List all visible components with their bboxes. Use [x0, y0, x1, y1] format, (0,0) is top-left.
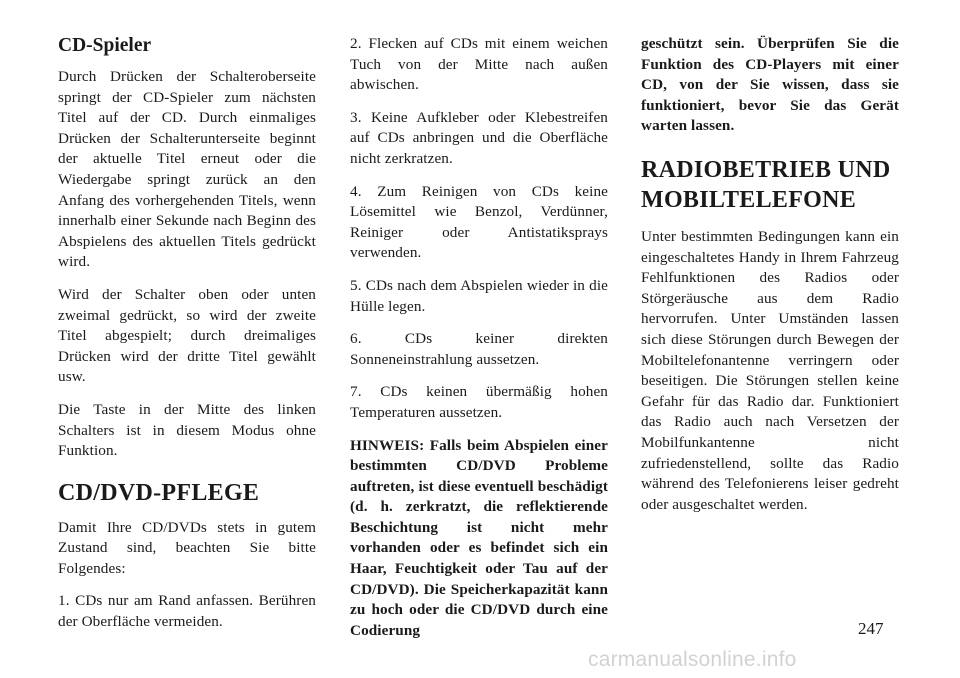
column-left	[58, 34, 316, 645]
note-paragraph-continued: geschützt sein. Überprüfen Sie die Funktion des CD-Players mit einer CD, von der Sie wissen, dass sie funktioniert, bevor Sie das Gerät warten lassen.	[641, 35, 899, 135]
page-number: 247	[858, 619, 884, 638]
paragraph: Unter bestimmten Bedingungen kann ein eingeschaltetes Handy in Ihrem Fahrzeug Fehlfunktionen des Radios oder Störgeräusche aus dem Radio hervorrufen. Unter Umständen lassen sich diese Störungen durch Bewegen der Mobiltelefonantenne verringern oder beseitigen. Die Störungen stellen keine Gefahr für das Radio dar. Funktioniert das Radio auch nach Versetzen der Mobilfunkantenne nicht zufriedenstellend, sollte das Radio während des Telefonierens leiser gedreht oder ausgeschaltet werden.	[641, 227, 899, 513]
list-item: 6. CDs keiner direkten Sonneneinstrahlung aussetzen.	[350, 330, 608, 368]
radio-mobile-heading: RADIOBETRIEB UND MOBILTELEFONE	[641, 156, 891, 213]
list-item: 1. CDs nur am Rand anfassen. Berühren der Oberfläche vermeiden.	[58, 592, 316, 631]
cd-player-heading: CD-Spieler	[58, 35, 152, 56]
column-right	[641, 34, 899, 527]
paragraph: Die Taste in der Mitte des linken Schalters ist in diesem Modus ohne Funktion.	[58, 400, 316, 460]
list-item: 7. CDs keinen übermäßig hohen Temperaturen aussetzen.	[350, 383, 608, 421]
list-item: 2. Flecken auf CDs mit einem weichen Tuch von der Mitte nach außen abwischen.	[350, 35, 608, 94]
column-middle	[350, 34, 608, 653]
list-item: 5. CDs nach dem Abspielen wieder in die Hülle legen.	[350, 276, 608, 315]
paragraph: Damit Ihre CD/DVDs stets in gutem Zustand sind, beachten Sie bitte Folgendes:	[58, 518, 316, 577]
cd-dvd-care-heading: CD/DVD-PFLEGE	[58, 479, 260, 506]
paragraph: Durch Drücken der Schalteroberseite springt der CD-Spieler zum nächsten Titel auf der CD. Durch einmaliges Drücken der Schalterunterseite beginnt der aktuelle Titel erneut oder die Wiedergabe springt zurück an den Anfang des vorhergehenden Titels, wenn innerhalb einer Sekunde nach Beginn des Abspielens des aktuellen Titels gedrückt wird.	[58, 68, 316, 271]
list-item: 3. Keine Aufkleber oder Klebestreifen auf CDs anbringen und die Oberfläche nicht zerkratzen.	[350, 108, 608, 167]
note-paragraph: HINWEIS: Falls beim Abspielen einer bestimmten CD/DVD Probleme auftreten, ist diese eventuell beschädigt (d. h. zerkratzt, die reflektierende Beschichtung ist nicht mehr vorhanden oder es befindet sich ein Haar, Feuchtigkeit oder Tau auf der CD/DVD). Die Speicherkapazität kann zu hoch oder die CD/DVD durch eine Codierung	[350, 436, 608, 639]
watermark: carmanualsonline.info	[588, 648, 797, 671]
paragraph: Wird der Schalter oben oder unten zweimal gedrückt, so wird der zweite Titel abgespielt; durch dreimaliges Drücken wird der dritte Titel gewählt usw.	[58, 285, 316, 386]
list-item: 4. Zum Reinigen von CDs keine Lösemittel wie Benzol, Verdünner, Reiniger oder Antistatiksprays verwenden.	[350, 182, 608, 262]
